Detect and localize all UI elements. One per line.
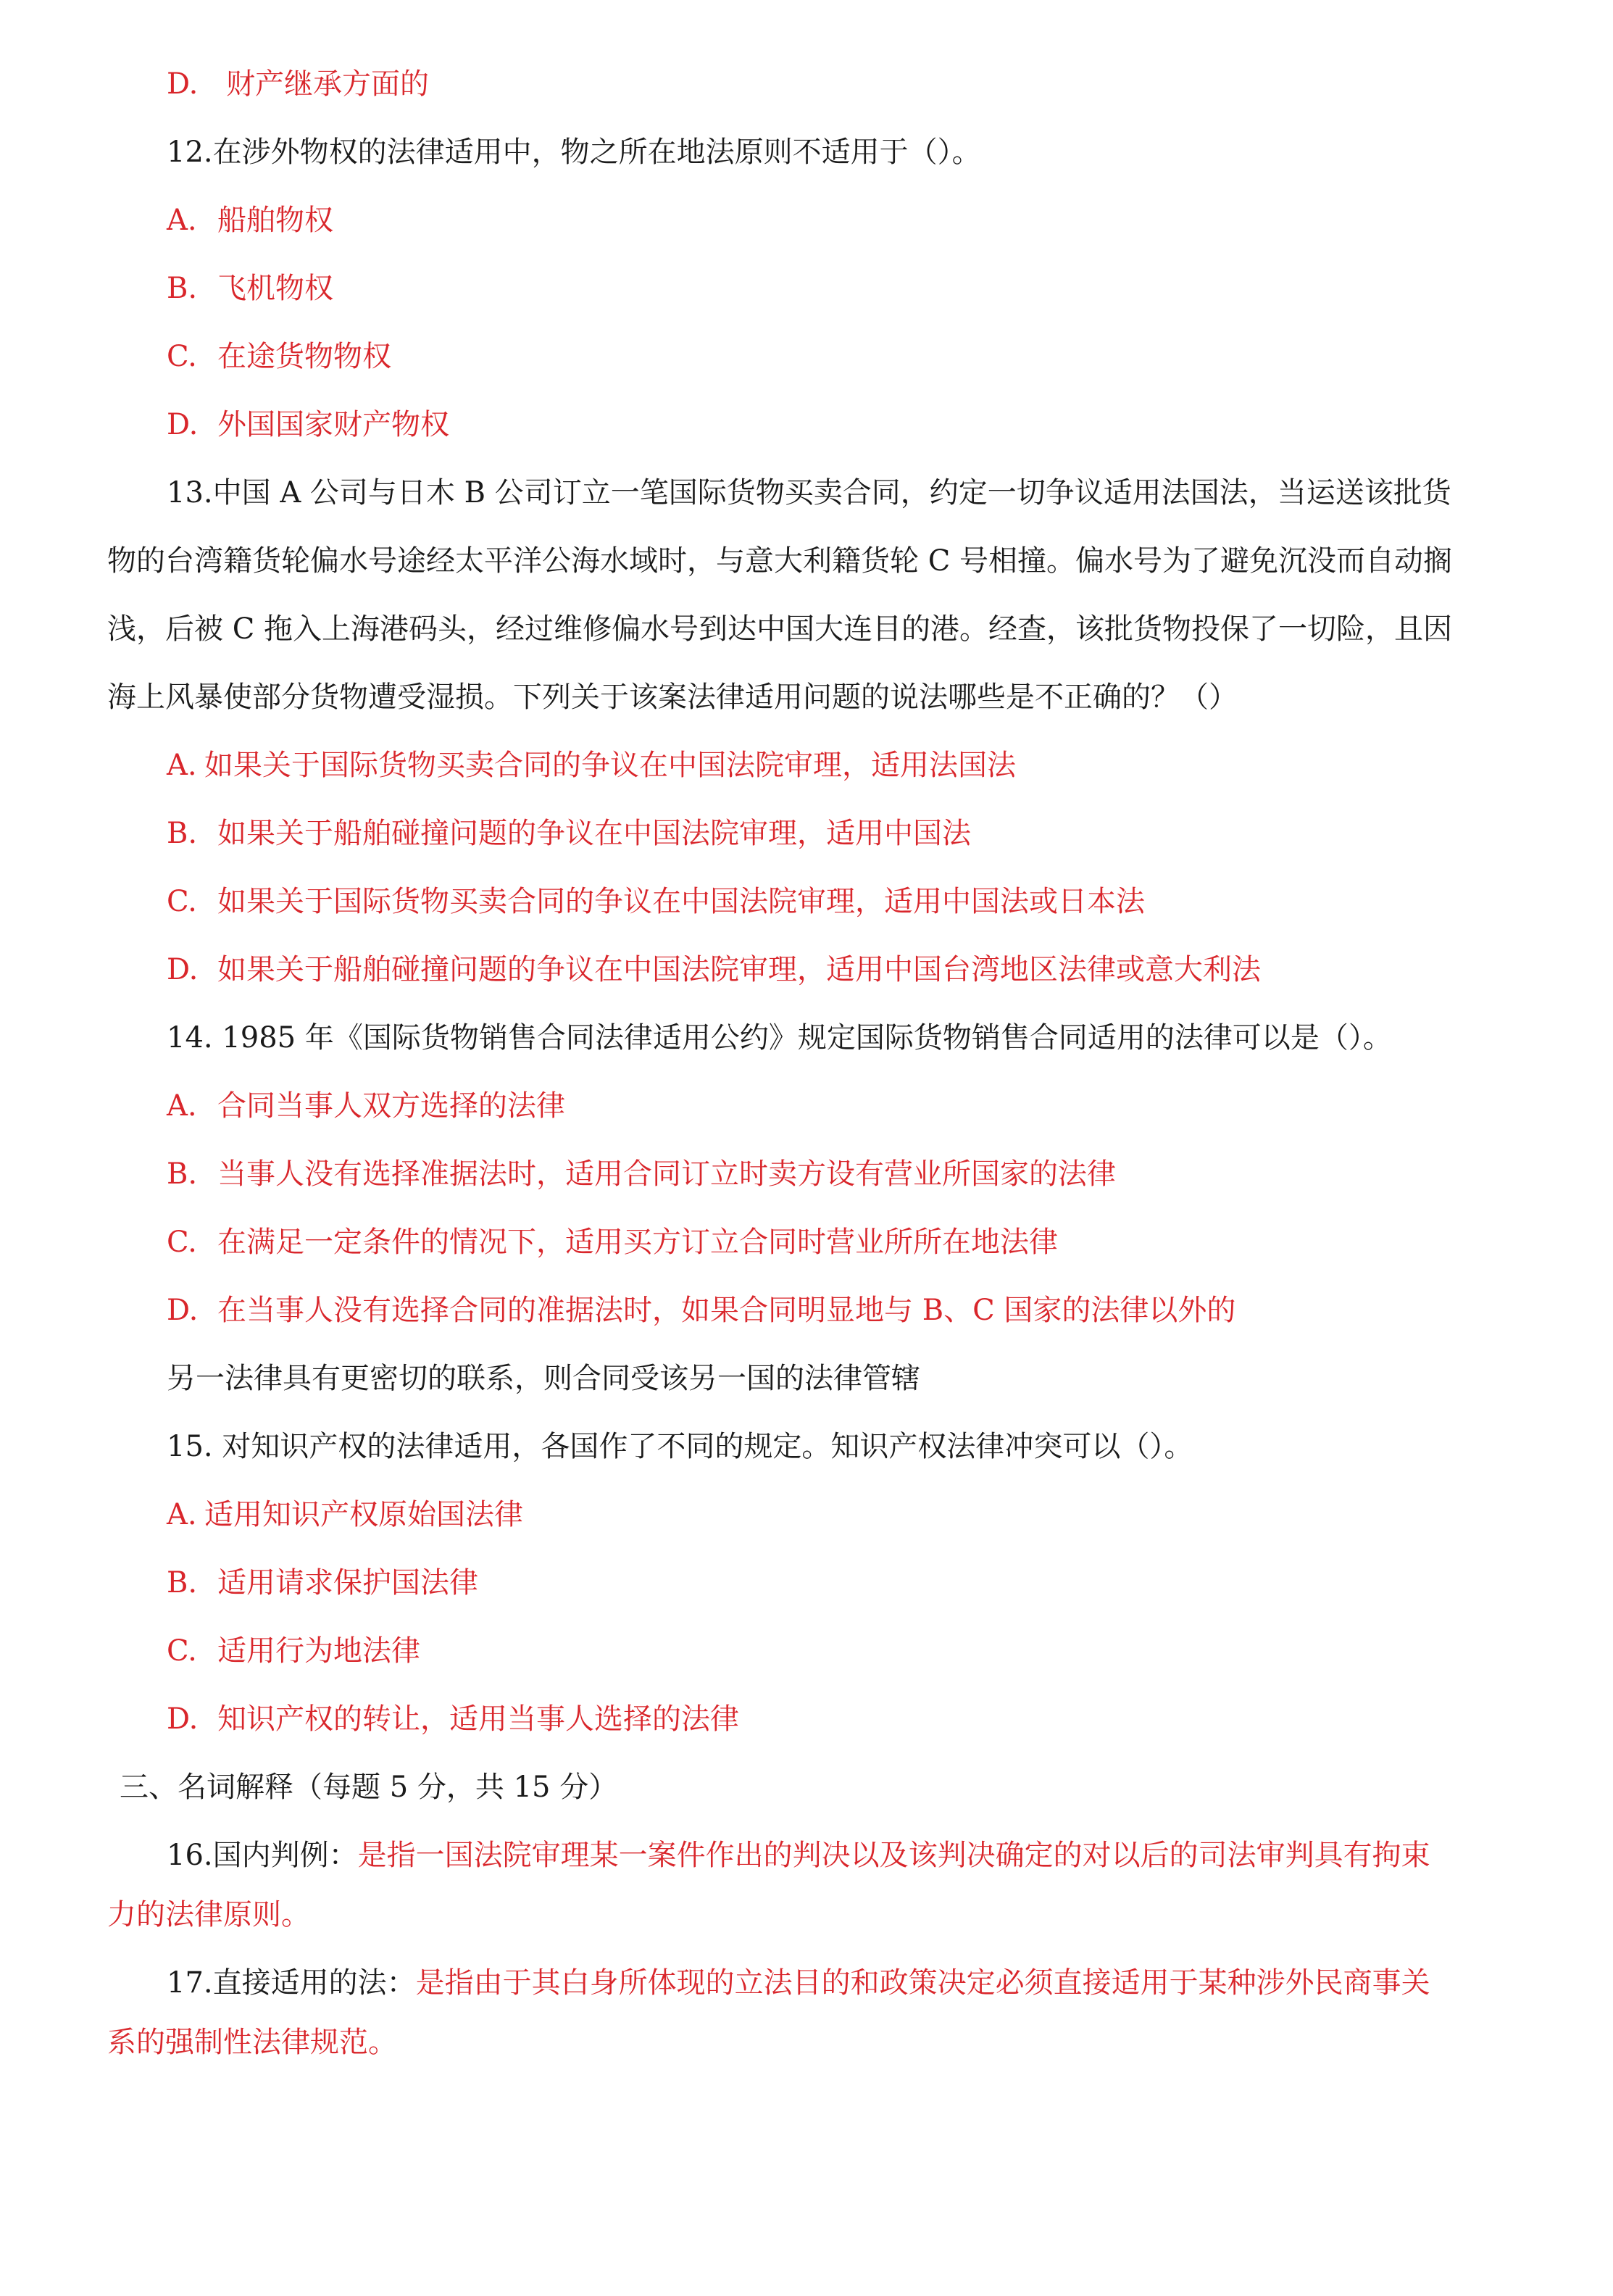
q17-definition [167,1963,1430,2003]
option-label: B. [167,817,198,850]
option-label: D. [167,1702,199,1736]
q14-option-d-continuation: 另一法律具有更密切的联系，则合同受该另一国的法律管辖 [167,1362,920,1395]
q15-option-c [167,1631,420,1671]
option-text: 知识产权的转让，适用当事人选择的法律 [217,1702,739,1736]
option-text: 外国国家财产物权 [217,408,449,441]
option-text: 在当事人没有选择合同的准据法时，如果合同明显地与 B、C 国家的法律以外的 [217,1294,1236,1327]
option-label: A. [167,204,197,237]
term: 16.国内判例： [167,1839,358,1872]
q12-stem: 12.在涉外物权的法律适用中，物之所在地法原则不适用于（）。 [167,136,981,169]
option-text: 如果关于国际货物买卖合同的争议在中国法院审理，适用法国法 [204,749,1016,782]
q14-option-a [167,1086,565,1126]
q12-option-b [167,268,333,309]
q13-stem-line: 物的台湾籍货轮偏水号途经太平洋公海水域时，与意大利籍货轮 C 号相撞。偏水号为了避免沉没而自动搁 [107,544,1453,578]
option-text: 飞机物权 [217,272,333,305]
q15-option-b [167,1563,478,1603]
q13-stem-line: 浅，后被 C 拖入上海港码头，经过维修偏水号到达中国大连目的港。经查，该批货物投保了一切险，且因 [107,612,1453,646]
q16-definition [167,1835,1430,1876]
q14-option-c [167,1222,1058,1263]
q12-option-c [167,336,391,377]
q15-stem: 15. 对知识产权的法律适用，各国作了不同的规定。知识产权法律冲突可以（）。 [167,1430,1193,1463]
q17-definition-cont: 系的强制性法律规范。 [107,2026,397,2059]
option-text: 当事人没有选择准据法时，适用合同订立时卖方设有营业所国家的法律 [217,1157,1116,1191]
q15-option-d [167,1699,739,1739]
q15-option-a [167,1494,523,1535]
q14-stem: 14. 1985 年《国际货物销售合同法律适用公约》规定国际货物销售合同适用的法律可以是（）。 [167,1021,1392,1055]
option-label: B. [167,1566,198,1600]
option-text: 如果关于船舶碰撞问题的争议在中国法院审理，适用中国台湾地区法律或意大利法 [217,953,1261,986]
option-label: C. [167,885,197,918]
option-text: 适用行为地法律 [217,1634,420,1668]
option-text: 如果关于船舶碰撞问题的争议在中国法院审理，适用中国法 [217,817,971,850]
q13-option-a [167,745,1016,786]
option-label: A. [167,749,197,782]
option-label: C. [167,340,197,373]
option-label: B. [167,1157,198,1191]
q13-stem-line: 海上风暴使部分货物遭受湿损。下列关于该案法律适用问题的说法哪些是不正确的？（） [107,681,1238,714]
q14-option-b [167,1154,1116,1194]
option-text: 在途货物物权 [217,340,391,373]
option-text: 适用知识产权原始国法律 [204,1498,523,1531]
q14-option-d [167,1290,1235,1331]
term: 17.直接适用的法： [167,1966,416,2000]
option-text: 合同当事人双方选择的法律 [217,1089,565,1123]
option-label: C. [167,1634,197,1668]
q13-option-c [167,881,1145,922]
option-label: D. [167,67,199,101]
option-label: D. [167,1294,199,1327]
q13-stem-line: 13.中国 A 公司与日木 B 公司订立一笔国际货物买卖合同，约定一切争议适用法国法，当运送该批货 [167,476,1451,509]
option-text: 适用请求保护国法律 [217,1566,478,1600]
option-text: 在满足一定条件的情况下，适用买方订立合同时营业所所在地法律 [217,1226,1058,1259]
option-label: B. [167,272,198,305]
option-text: 财产继承方面的 [226,67,429,101]
option-label: C. [167,1226,197,1259]
q13-option-b [167,813,971,854]
option-label: D. [167,953,199,986]
option-label: A. [167,1089,197,1123]
q16-definition-cont: 力的法律原则。 [107,1898,310,1931]
option-label: D. [167,408,199,441]
q13-option-d [167,949,1261,990]
option-label: A. [167,1498,197,1531]
option-text: 如果关于国际货物买卖合同的争议在中国法院审理，适用中国法或日本法 [217,885,1145,918]
definition-text: 是指一国法院审理某一案件作出的判决以及该判决确定的对以后的司法审判具有拘束 [357,1839,1430,1872]
q11-option-d [167,64,429,104]
q12-option-d [167,404,449,445]
q12-option-a [167,200,333,241]
section-heading: 三、名词解释（每题 5 分，共 15 分） [120,1771,618,1804]
definition-text: 是指由于其白身所体现的立法目的和政策决定必须直接适用于某种涉外民商事关 [415,1966,1430,2000]
option-text: 船舶物权 [217,204,333,237]
